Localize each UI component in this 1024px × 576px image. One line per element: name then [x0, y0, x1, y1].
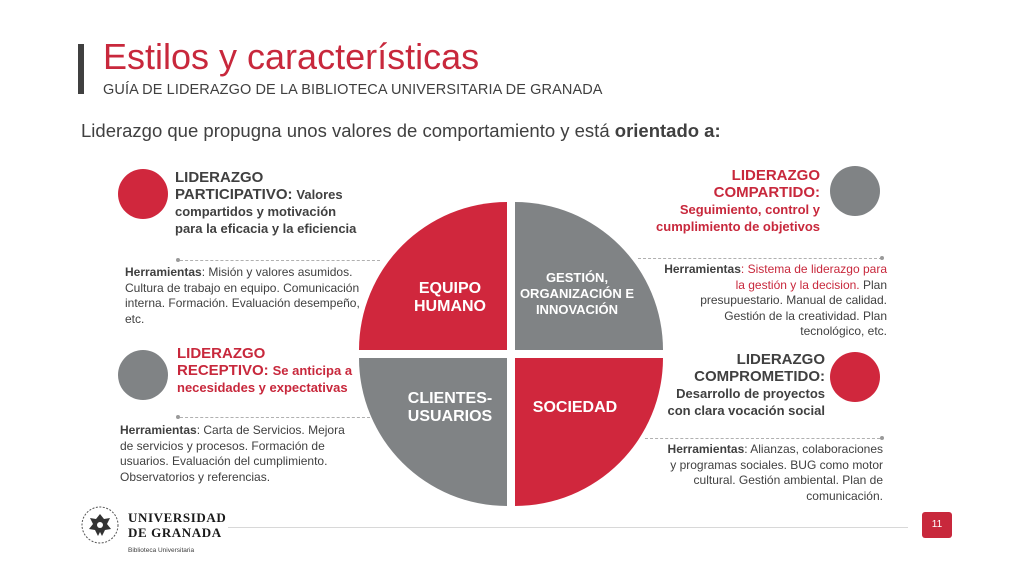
page-subtitle: GUÍA DE LIDERAZGO DE LA BIBLIOTECA UNIVERSITARIA DE GRANADA [103, 82, 603, 98]
comprometido-dot [830, 352, 880, 402]
quadrant-diagram [355, 198, 667, 510]
compartido-desc: Seguimiento, control y cumplimiento de objetivos [656, 202, 820, 234]
participativo-heading [175, 169, 357, 237]
page-title: Estilos y características [103, 36, 480, 77]
lead-text-main: Liderazgo que propugna unos valores de comportamiento y está [81, 120, 615, 141]
quadrant-top-left [359, 202, 507, 350]
compartido-heading [655, 167, 820, 235]
compartido-tools-highlight: Sistema de liderazgo para la gestión y la decision. [735, 262, 887, 292]
receptivo-desc: Se anticipa a necesidades y expectativas [177, 363, 353, 395]
quadrant-label-equipo: EQUIPO HUMANO [414, 280, 486, 315]
participativo-dot [118, 169, 168, 219]
participativo-leader-line [180, 260, 380, 261]
participativo-title: LIDERAZGO PARTICIPATIVO: [175, 169, 293, 203]
receptivo-leader-line [180, 417, 370, 418]
participativo-tools-text: : Misión y valores asumidos. Cultura de trabajo en equipo. Comunicación interna. Formación. Evaluación desempeño, etc. [125, 265, 360, 326]
compartido-tools-label: Herramientas [664, 262, 741, 276]
footer-divider [228, 527, 908, 528]
receptivo-title: LIDERAZGO RECEPTIVO: [177, 345, 269, 379]
lead-text [81, 120, 721, 142]
quadrant-label-gestion: GESTIÓN, ORGANIZACIÓN E INNOVACIÓN [519, 270, 635, 317]
page-number-badge: 11 [922, 512, 952, 538]
logo-line1: UNIVERSIDAD [128, 510, 227, 525]
participativo-tools-label: Herramientas [125, 265, 202, 279]
title-accent-bar [78, 44, 84, 94]
compartido-leader-dot [880, 256, 884, 260]
logo-line2: DE GRANADA [128, 525, 222, 540]
receptivo-heading [177, 345, 357, 396]
lead-text-bold: orientado a: [614, 120, 721, 141]
receptivo-tools-label: Herramientas [120, 423, 197, 437]
receptivo-dot [118, 350, 168, 400]
library-name: Biblioteca Universitaria [128, 547, 195, 554]
quadrant-bottom-left [359, 358, 507, 506]
participativo-tools [125, 265, 360, 327]
university-crest-icon [80, 505, 120, 545]
quadrant-bottom-right [515, 358, 663, 506]
comprometido-desc: Desarrollo de proyectos con clara vocación social [667, 386, 825, 418]
comprometido-tools-text: : Alianzas, colaboraciones y programas sociales. BUG como motor cultural. Gestión ambiental. Plan de comunicación. [670, 442, 883, 503]
comprometido-tools-label: Herramientas [667, 442, 745, 456]
comprometido-tools [665, 442, 883, 504]
compartido-tools-text: Plan presupuestario. Manual de calidad. Gestión de la creatividad. Plan tecnológico, etc. [700, 277, 887, 338]
receptivo-tools-text: : Carta de Servicios. Mejora de servicios y procesos. Formación de usuarios. Evaluación del cumplimiento. Observatorios y referencias. [120, 423, 345, 484]
quadrant-label-clientes: CLIENTES-USUARIOS [407, 390, 493, 425]
comprometido-leader-line [645, 438, 880, 439]
quadrant-label-sociedad: SOCIEDAD [532, 399, 618, 416]
compartido-tools: Herramientas: Sistema de liderazgo para la gestión y la decision. Plan presupuestario. Manual de calidad. Gestión de la creatividad. Plan tecnológico, etc. [664, 262, 887, 338]
participativo-desc: Valores compartidos y motivación para la eficacia y la eficiencia [175, 187, 357, 236]
compartido-dot [830, 166, 880, 216]
compartido-leader-line [638, 258, 882, 259]
receptivo-tools [120, 423, 360, 485]
comprometido-heading [655, 351, 825, 419]
comprometido-title: LIDERAZGO COMPROMETIDO: [694, 351, 825, 385]
university-logo-text [128, 510, 226, 540]
comprometido-leader-dot [880, 436, 884, 440]
compartido-title: LIDERAZGO COMPARTIDO: [713, 167, 820, 201]
